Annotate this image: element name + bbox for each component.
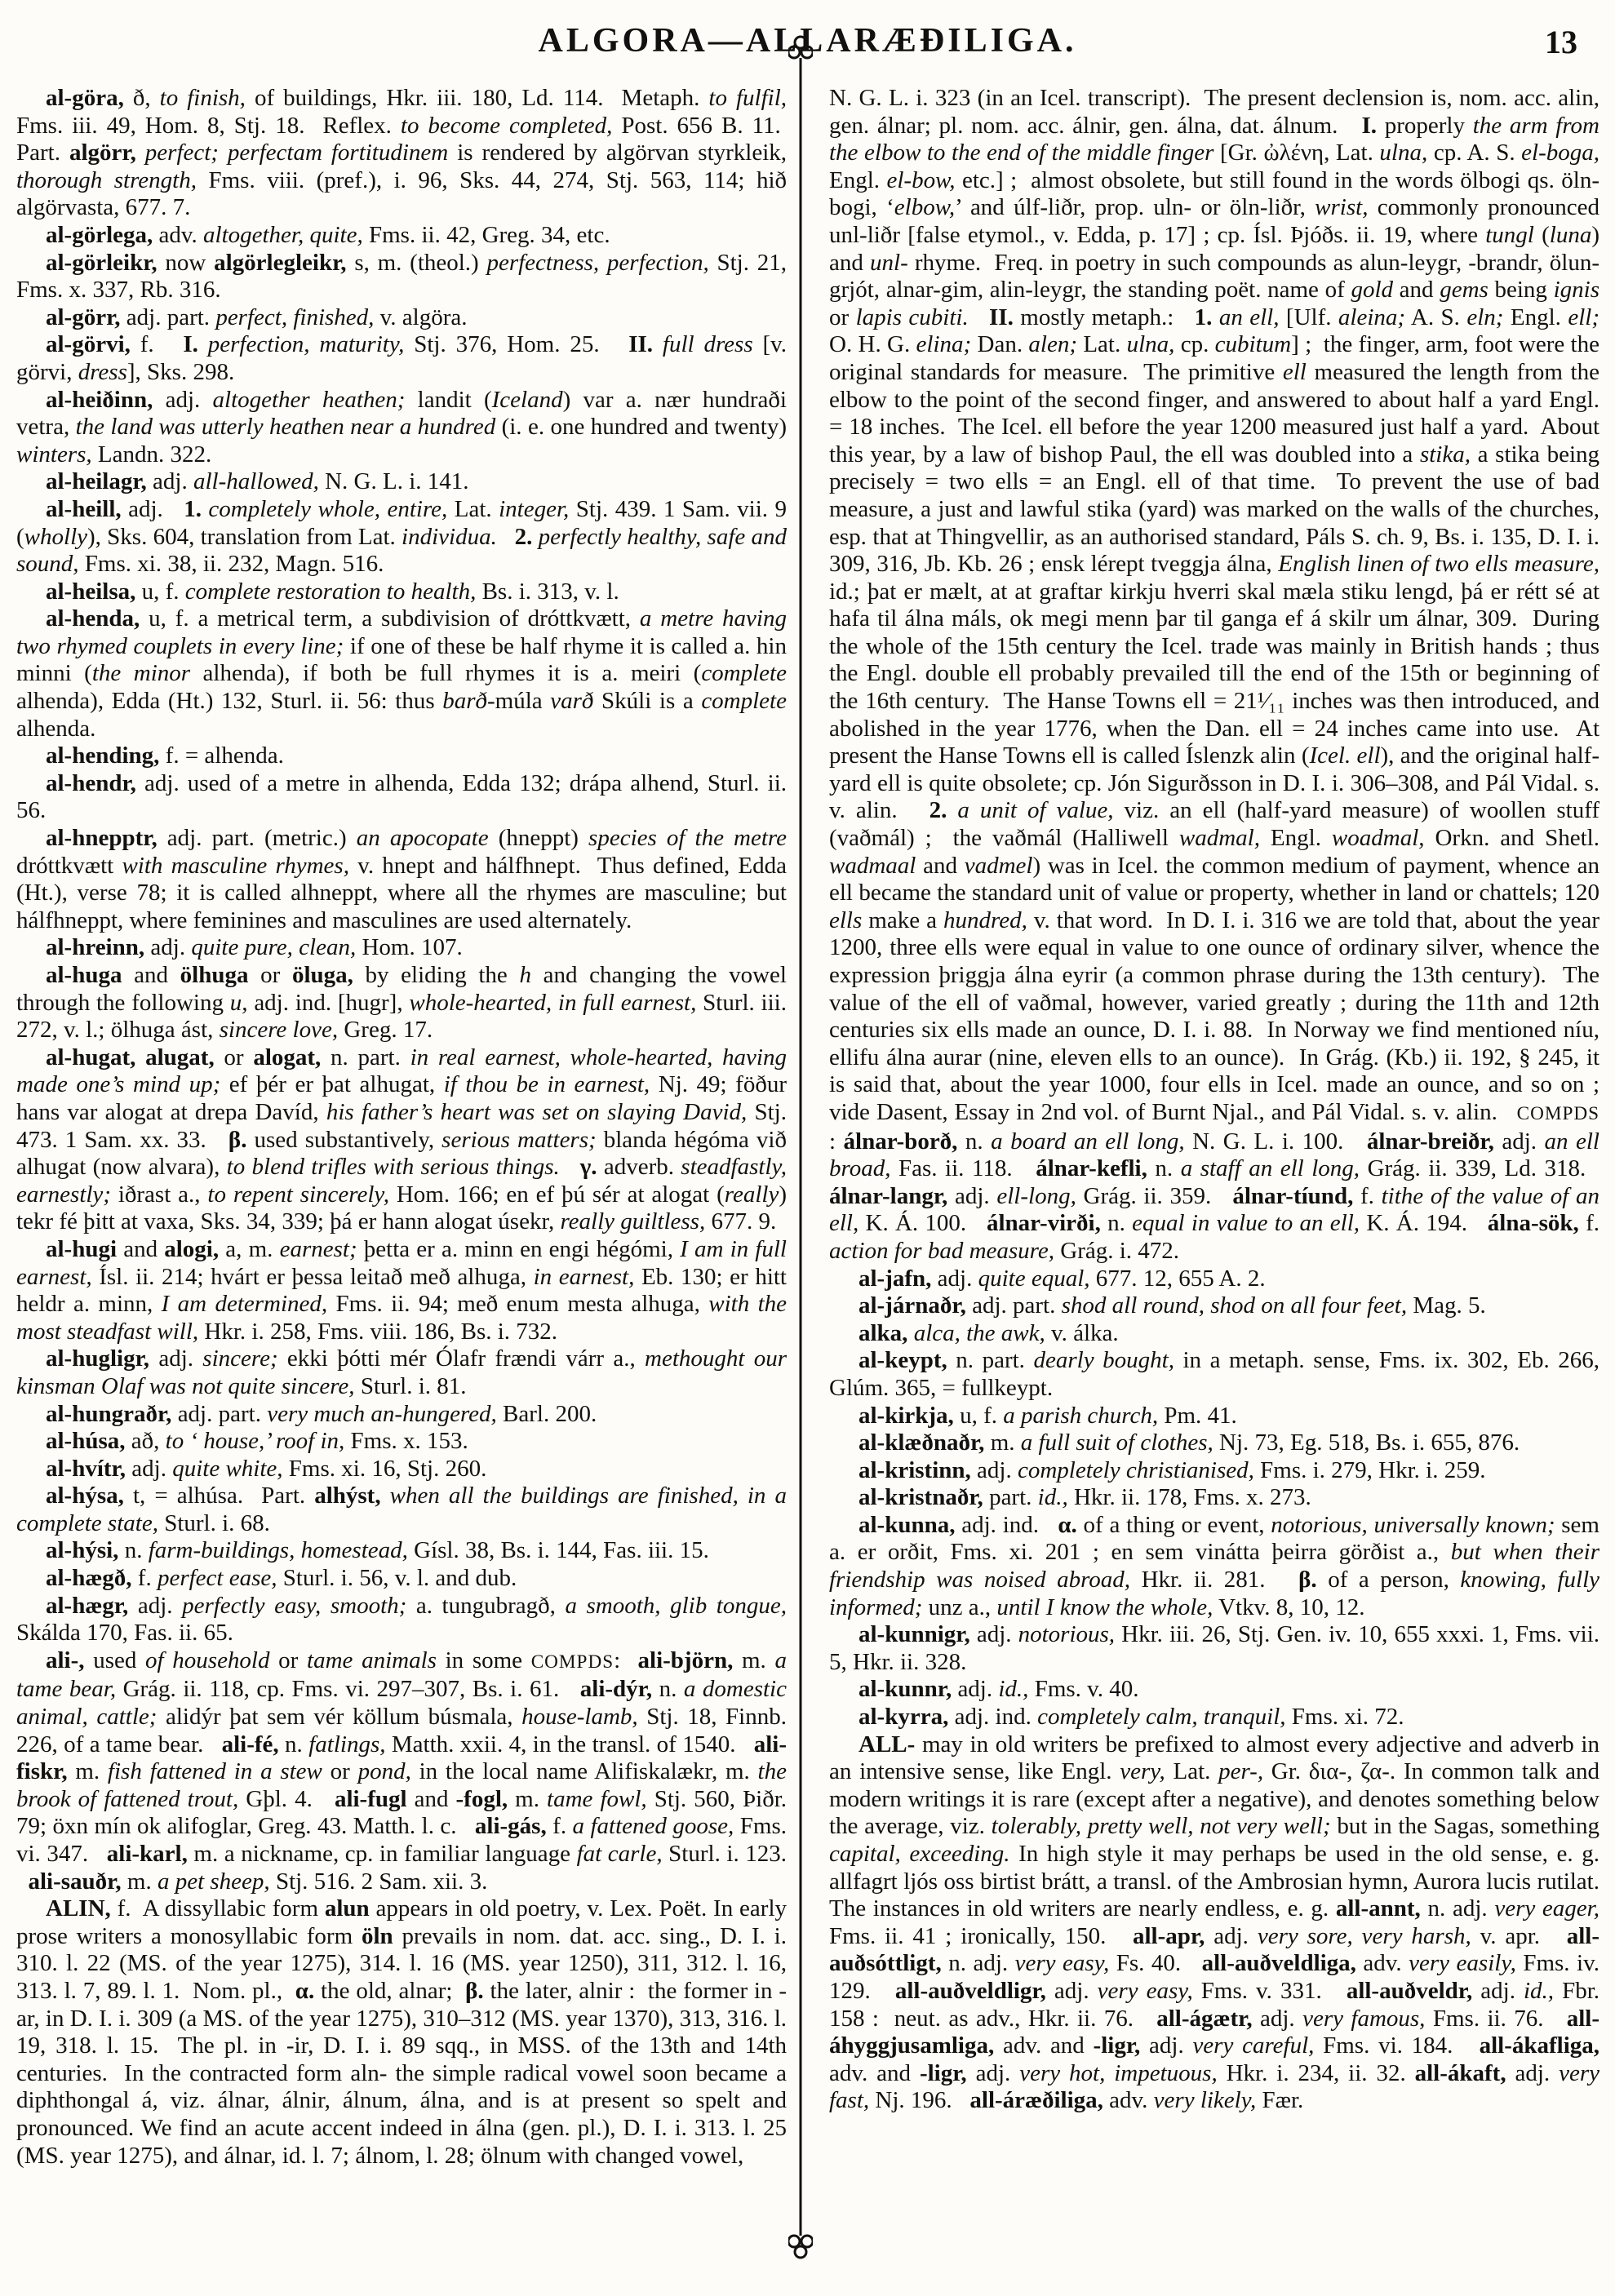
dictionary-entry: al-kunna, adj. ind. α. of a thing or event, notorious, universally known; sem a. er orðit, Fms. xi. 201 ; en sem vinátta þeirra görðist a., but when their friendship was noised abroad, Hkr. ii. 281. β. of a person, knowing, fully informed; unz a., until I know the whole, Vtkv. 8, 10, 12. [829,1511,1599,1620]
dictionary-entry: al-hugi and alogi, a, m. earnest; þetta er a. minn en engi hégómi, I am in full earnest, Ísl. ii. 214; hvárt er þessa leitað með alhuga, in earnest, Eb. 130; er hitt heldr a. minn, I am determined, Fms. ii. 94; með enum mesta alhuga, with the most steadfast will, Hkr. i. 258, Fms. viii. 186, Bs. i. 732. [16,1235,787,1345]
dictionary-entry: al-hugat, alugat, or alogat, n. part. in real earnest, whole-hearted, having made one’s mind up; ef þér er þat alhugat, if thou be in earnest, Nj. 49; föður hans var alogat at drepa Davíd, his father’s heart was set on slaying David, Stj. 473. 1 Sam. xx. 33. β. used substantively, serious matters; blanda hégóma við alhugat (now alvara), to blend trifles with serious things. γ. adverb. steadfastly, earnestly; iðrast a., to repent sincerely, Hom. 166; en ef þú sér at alogat (really) tekr fé þitt at vaxa, Sks. 34, 339; þá er hann alogat úsekr, really guiltless, 677. 9. [16,1044,787,1235]
dictionary-entry: al-kunnigr, adj. notorious, Hkr. iii. 26, Stj. Gen. iv. 10, 655 xxxi. 1, Fms. vii. 5, Hkr. ii. 328. [829,1621,1599,1675]
dictionary-entry: N. G. L. i. 323 (in an Icel. transcript). The present declension is, nom. acc. alin, gen. álnar; pl. nom. acc. álnir, gen. álna, dat. álnum. I. properly the arm from the elbow to the end of the middle finger [Gr. ὠλένη, Lat. ulna, cp. A. S. el-boga, Engl. el-bow, etc.] ; almost obsolete, but still found in the words ölbogi qs. öln-bogi, ‘elbow,’ and úlf-liðr, prop. uln- or öln-liðr, wrist, commonly pronounced unl-liðr [false etymol., v. Edda, p. 17] ; cp. Ísl. Þjóðs. ii. 19, where tungl (luna) and unl- rhyme. Freq. in poetry in such compounds as alun-leygr, -brandr, ölun-grjót, alnar-gim, alin-leygr, the standing poët. name of gold and gems being ignis or lapis cubiti. II. mostly metaph.: 1. an ell, [Ulf. aleina; A. S. eln; Engl. ell; O. H. G. elina; Dan. alen; Lat. ulna, cp. cubitum] ; the finger, arm, foot were the original standards for measure. The primitive ell measured the length from the elbow to the point of the second finger, and answered to about half a yard Engl. = 18 inches. The Icel. ell before the year 1200 measured just half a yard. About this year, by a law of bishop Paul, the ell was doubled into a stika, a stika being precisely = two ells = an Engl. ell of that time. To prevent the use of bad measure, a just and lawful stika (yard) was marked on the walls of the churches, esp. that at Thingvellir, as an authorised standard, Páls S. ch. 9, Bs. i. 135, D. I. i. 309, 316, Jb. Kb. 26 ; ensk lérept tveggja álna, English linen of two ells measure, id.; þat er mælt, at at graftar kirkju hverri skal mæla stiku lengd, þá er rétt sé at hafa til álna máls, ok megi menn þar til ganga ef á skilr um álnar, 309. During the whole of the 15th century the Icel. trade was mainly in British hands ; thus the Engl. double ell probably prevailed till the end of the 15th or beginning of the 16th century. The Hanse Towns ell = 21¹⁄₁₁ inches was then introduced, and abolished in the year 1776, when the Dan. ell = 24 inches came into use. At present the Hanse Towns ell is called Íslenzk alin (Icel. ell), and the original half-yard ell is quite obsolete; cp. Jón Sigurðsson in D. I. i. 306–308, and Pál Vidal. s. v. alin. 2. a unit of value, viz. an ell (half-yard measure) of woollen stuff (vaðmál) ; the vaðmál (Halliwell wadmal, Engl. woadmal, Orkn. and Shetl. wadmaal and vadmel) was in Icel. the common medium of payment, whence an ell became the standard unit of value or property, whether in land or chattels; 120 ells make a hundred, v. that word. In D. I. i. 316 we are told that, about the year 1200, three ells were equal in value to one ounce of ordinary silver, whence the expression þriggja álna eyrir (a common phrase during the 13th century). The value of the ell of vaðmal, however, varied greatly ; during the 11th and 12th centuries six ells made an ounce, D. I. i. 88. In Norway we find mentioned níu, ellifu álna aurar (nine, eleven ells to an ounce). In Grág. (Kb.) ii. 192, § 245, it is said that, about the year 1000, four ells in Icel. made an ounce, and so on ; vide Dasent, Essay in 2nd vol. of Burnt Njal., and Pál Vidal. s. v. alin. COMPDS : álnar-borð, n. a board an ell long, N. G. L. i. 100. álnar-breiðr, adj. an ell broad, Fas. ii. 118. álnar-kefli, n. a staff an ell long, Grág. ii. 339, Ld. 318. álnar-langr, adj. ell-long, Grág. ii. 359. álnar-tíund, f. tithe of the value of an ell, K. Á. 100. álnar-virði, n. equal in value to an ell, K. Á. 194. álna-sök, f. action for bad measure, Grág. i. 472. [829,85,1599,1264]
dictionary-entry: al-jafn, adj. quite equal, 677. 12, 655 A. 2. [859,1265,1266,1292]
right-column [829,85,1599,2255]
page-header [0,21,1615,78]
dictionary-entry: al-heiðinn, adj. altogether heathen; landit (Iceland) var a. nær hundraði vetra, the land was utterly heathen near a hundred (i. e. one hundred and twenty) winters, Landn. 322. [16,386,787,468]
text-columns [16,85,1599,2255]
dictionary-entry: al-hvítr, adj. quite white, Fms. xi. 16, Stj. 260. [46,1455,487,1482]
dictionary-entry: al-görleikr, now algörlegleikr, s, m. (theol.) perfectness, perfection, Stj. 21, Fms. x. 337, Rb. 316. [16,249,787,304]
dictionary-entry: al-hnepptr, adj. part. (metric.) an apocopate (hneppt) species of the metre dróttkvætt with masculine rhymes, v. hnept and hálfhnept. Thus defined, Edda (Ht.), verse 78; it is called alhneppt, where all the rhymes are masculine; but hálfhneppt, where feminines and masculines are used alternately. [16,825,787,933]
dictionary-entry: al-hendr, adj. used of a metre in alhenda, Edda 132; drápa alhend, Sturl. ii. 56. [16,769,787,824]
dictionary-entry: al-hægr, adj. perfectly easy, smooth; a. tungubragð, a smooth, glib tongue, Skálda 170, Fas. ii. 65. [16,1592,787,1647]
dictionary-entry: al-heilagr, adj. all-hallowed, N. G. L. i. 141. [46,468,469,495]
dictionary-entry: al-hugligr, adj. sincere; ekki þótti mér Ólafr frændi várr a., methought our kinsman Olaf was not quite sincere, Sturl. i. 81. [16,1345,787,1399]
dictionary-entry: al-hending, f. = alhenda. [46,742,284,769]
dictionary-entry: ali-, used of household or tame animals in some COMPDS: ali-björn, m. a tame bear, Grág. ii. 118, cp. Fms. vi. 297–307, Bs. i. 61. ali-dýr, n. a domestic animal, cattle; alidýr þat sem vér köllum búsmala, house-lamb, Stj. 18, Finnb. 226, of a tame bear. ali-fé, n. fatlings, Matth. xxii. 4, in the transl. of 1540. ali-fiskr, m. fish fattened in a stew or pond, in the local name Alifiskalækr, m. the brook of fattened trout, Gþl. 4. ali-fugl and -fogl, m. tame fowl, Stj. 560, Þiðr. 79; öxn mín ok alifoglar, Greg. 43. Matth. l. c. ali-gás, f. a fattened goose, Fms. vi. 347. ali-karl, m. a nickname, cp. in familiar language fat carle, Sturl. i. 123. ali-sauðr, m. a pet sheep, Stj. 516. 2 Sam. xii. 3. [16,1647,787,1895]
dictionary-entry: alka, alca, the awk, v. álka. [859,1319,1119,1346]
page-number: 13 [1545,24,1577,60]
dictionary-entry: al-keypt, n. part. dearly bought, in a metaph. sense, Fms. ix. 302, Eb. 266, Glúm. 365, = fullkeypt. [829,1347,1599,1401]
dictionary-entry: ALL- may in old writers be prefixed to almost every adjective and adverb in an intensive sense, like Engl. very, Lat. per-, Gr. δια-, ζα-. In common talk and modern writings it is rare (except after a negative), and denotes something below the average, viz. tolerably, pretty well, not very well; but in the Sagas, something capital, exceeding. In high style it may perhaps be used in the old sense, e. g. allfagrt ljós oss birtist brátt, a transl. of the Ambrosian hymn, Aurora lucis rutilat. The instances in old writers are nearly endless, e. g. all-annt, n. adj. very eager, Fms. ii. 41 ; ironically, 150. all-apr, adj. very sore, very harsh, v. apr. all-auðsóttligt, n. adj. very easy, Fs. 40. all-auðveldliga, adv. very easily, Fms. iv. 129. all-auðveldligr, adj. very easy, Fms. v. 331. all-auðveldr, adj. id., Fbr. 158 : neut. as adv., Hkr. ii. 76. all-ágætr, adj. very famous, Fms. ii. 76. all-áhyggjusamliga, adv. and -ligr, adj. very careful, Fms. vi. 184. all-ákafliga, adv. and -ligr, adj. very hot, impetuous, Hkr. i. 234, ii. 32. all-ákaft, adj. very fast, Nj. 196. all-áræðiliga, adv. very likely, Fær. [829,1731,1599,2114]
dictionary-entry: al-hægð, f. perfect ease, Sturl. i. 56, v. l. and dub. [46,1565,517,1592]
dictionary-entry: al-klæðnaðr, m. a full suit of clothes, Nj. 73, Eg. 518, Bs. i. 655, 876. [859,1429,1520,1456]
dictionary-entry: al-henda, u, f. a metrical term, a subdivision of dróttkvætt, a metre having two rhymed couplets in every line; if one of these be half rhyme it is called a. hin minni (the minor alhenda), if both be full rhymes it is a. meiri (complete alhenda), Edda (Ht.) 132, Sturl. ii. 56: thus barð-múla varð Skúli is a complete alhenda. [16,605,787,742]
dictionary-entry: al-huga and ölhuga or öluga, by eliding the h and changing the vowel through the following u, adj. ind. [hugr], whole-hearted, in full earnest, Sturl. iii. 272, v. l.; ölhuga ást, sincere love, Greg. 17. [16,962,787,1044]
dictionary-entry: al-kristnaðr, part. id., Hkr. ii. 178, Fms. x. 273. [859,1484,1311,1511]
page-title: ALGORA—ALLARÆÐILIGA. [538,22,1077,60]
dictionary-entry: al-görr, adj. part. perfect, finished, v. algöra. [46,304,468,330]
dictionary-entry: al-hungraðr, adj. part. very much an-hungered, Barl. 200. [46,1400,597,1427]
dictionary-entry: al-kirkja, u, f. a parish church, Pm. 41. [859,1402,1237,1429]
left-column [16,85,787,2255]
dictionary-entry: al-járnaðr, adj. part. shod all round, shod on all four feet, Mag. 5. [859,1292,1486,1319]
dictionary-entry: al-hýsa, t, = alhúsa. Part. alhýst, when all the buildings are finished, in a complete state, Sturl. i. 68. [16,1483,787,1536]
dictionary-entry: al-húsa, að, to ‘ house,’ roof in, Fms. x. 153. [46,1428,468,1455]
dictionary-entry: ALIN, f. A dissyllabic form alun appears in old poetry, v. Lex. Poët. In early prose writers a monosyllabic form öln prevails in nom. dat. acc. sing., D. I. i. 310. l. 22 (MS. of the year 1275), 314. l. 16 (MS. year 1250), 311, 312. l. 16, 313. l. 7, 89. l. 1. Nom. pl., α. the old, alnar; β. the later, alnir : the former in -ar, in D. I. i. 309 (a MS. of the year 1275), 310–312 (MS. year 1370), 313, 316. l. 19, 318. l. 15. The pl. in -ir, D. I. i. 89 sqq., in MSS. of the 13th and 14th centuries. In the contracted form aln- the simple radical vowel soon became a diphthongal á, viz. álnar, álnir, álnum, álna, and is at present so spelt and pronounced. We find an acute accent indeed in álna (gen. pl.), D. I. i. 313. l. 25 (MS. year 1275), and álnar, id. l. 7; álnom, l. 28; ölnum with changed vowel, [16,1895,787,2169]
dictionary-entry: al-kristinn, adj. completely christianised, Fms. i. 279, Hkr. i. 259. [859,1456,1486,1483]
dictionary-entry: al-kunnr, adj. id., Fms. v. 40. [859,1676,1139,1703]
dictionary-entry: al-görlega, adv. altogether, quite, Fms. ii. 42, Greg. 34, etc. [46,221,610,248]
dictionary-entry: al-hýsi, n. farm-buildings, homestead, Gísl. 38, Bs. i. 144, Fas. iii. 15. [46,1537,709,1564]
dictionary-entry: al-hreinn, adj. quite pure, clean, Hom. 107. [46,934,463,961]
dictionary-entry: al-heill, adj. 1. completely whole, entire, Lat. integer, Stj. 439. 1 Sam. vii. 9 (wholly), Sks. 604, translation from Lat. individua. 2. perfectly healthy, safe and sound, Fms. xi. 38, ii. 232, Magn. 516. [16,495,787,578]
dictionary-entry: al-göra, ð, to finish, of buildings, Hkr. iii. 180, Ld. 114. Metaph. to fulfil, Fms. iii. 49, Hom. 8, Stj. 18. Reflex. to become completed, Post. 656 B. 11. Part. algörr, perfect; perfectam fortitudinem is rendered by algörvan styrkleik, thorough strength, Fms. viii. (pref.), i. 96, Sks. 44, 274, Stj. 563, 114; hið algörvasta, 677. 7. [16,85,787,221]
dictionary-entry: al-heilsa, u, f. complete restoration to health, Bs. i. 313, v. l. [46,578,619,605]
dictionary-entry: al-kyrra, adj. ind. completely calm, tranquil, Fms. xi. 72. [859,1704,1404,1731]
dictionary-entry: al-görvi, f. I. perfection, maturity, Stj. 376, Hom. 25. II. full dress [v. görvi, dress], Sks. 298. [16,331,787,385]
